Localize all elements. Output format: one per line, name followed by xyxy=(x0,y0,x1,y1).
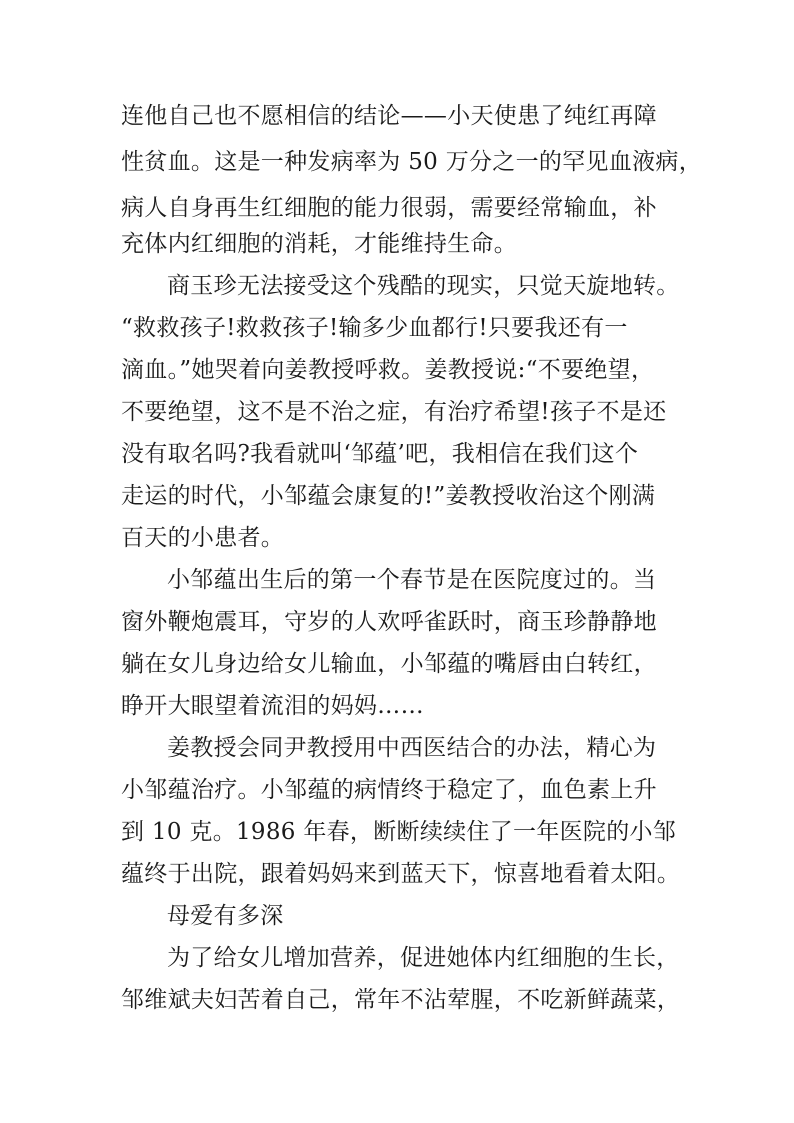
text-line: 走运的时代，小邹蕴会康复的!”姜教授收治这个刚满 xyxy=(121,483,656,509)
text-line: 病人自身再生红细胞的能力很弱，需要经常输血，补 xyxy=(121,195,657,221)
text-line: 滴血。”她哭着向姜教授呼救。姜教授说:“不要绝望， xyxy=(121,357,655,383)
text-line: “救救孩子!救救孩子!输多少血都行!只要我还有一 xyxy=(121,315,628,341)
text-line: 百天的小患者。 xyxy=(121,525,285,551)
paragraph-first-line: 为了给女儿增加营养，促进她体内红细胞的生长， xyxy=(167,945,680,971)
text-line: 躺在女儿身边给女儿输血，小邹蕴的嘴唇由白转红， xyxy=(121,651,657,677)
paragraph-first-line: 小邹蕴出生后的第一个春节是在医院度过的。当 xyxy=(167,567,657,593)
text-line: 睁开大眼望着流泪的妈妈…… xyxy=(121,693,424,719)
text-line: 没有取名吗?我看就叫‘邹蕴’吧，我相信在我们这个 xyxy=(121,441,639,467)
text-line: 连他自己也不愿相信的结论——小天使患了纯红再障 xyxy=(121,103,657,129)
paragraph-first-line: 姜教授会同尹教授用中西医结合的办法，精心为 xyxy=(167,735,657,761)
text-line: 邹维斌夫妇苦着自己，常年不沾荤腥，不吃新鲜蔬菜， xyxy=(121,987,681,1013)
text-line: 窗外鞭炮震耳，守岁的人欢呼雀跃时，商玉珍静静地 xyxy=(121,609,657,635)
text-line: 蕴终于出院，跟着妈妈来到蓝天下，惊喜地看着太阳。 xyxy=(121,861,681,887)
text-line: 性贫血。这是一种发病率为 50 万分之一的罕见血液病， xyxy=(121,149,702,175)
paragraph-first-line: 商玉珍无法接受这个残酷的现实，只觉天旋地转。 xyxy=(167,273,680,299)
text-line: 小邹蕴治疗。小邹蕴的病情终于稳定了，血色素上升 xyxy=(121,777,657,803)
text-line: 充体内红细胞的消耗，才能维持生命。 xyxy=(121,231,518,257)
text-line: 不要绝望，这不是不治之症，有治疗希望!孩子不是还 xyxy=(121,399,667,425)
text-line: 到 10 克。1986 年春，断断续续住了一年医院的小邹 xyxy=(121,819,677,845)
section-heading: 母爱有多深 xyxy=(167,903,284,929)
